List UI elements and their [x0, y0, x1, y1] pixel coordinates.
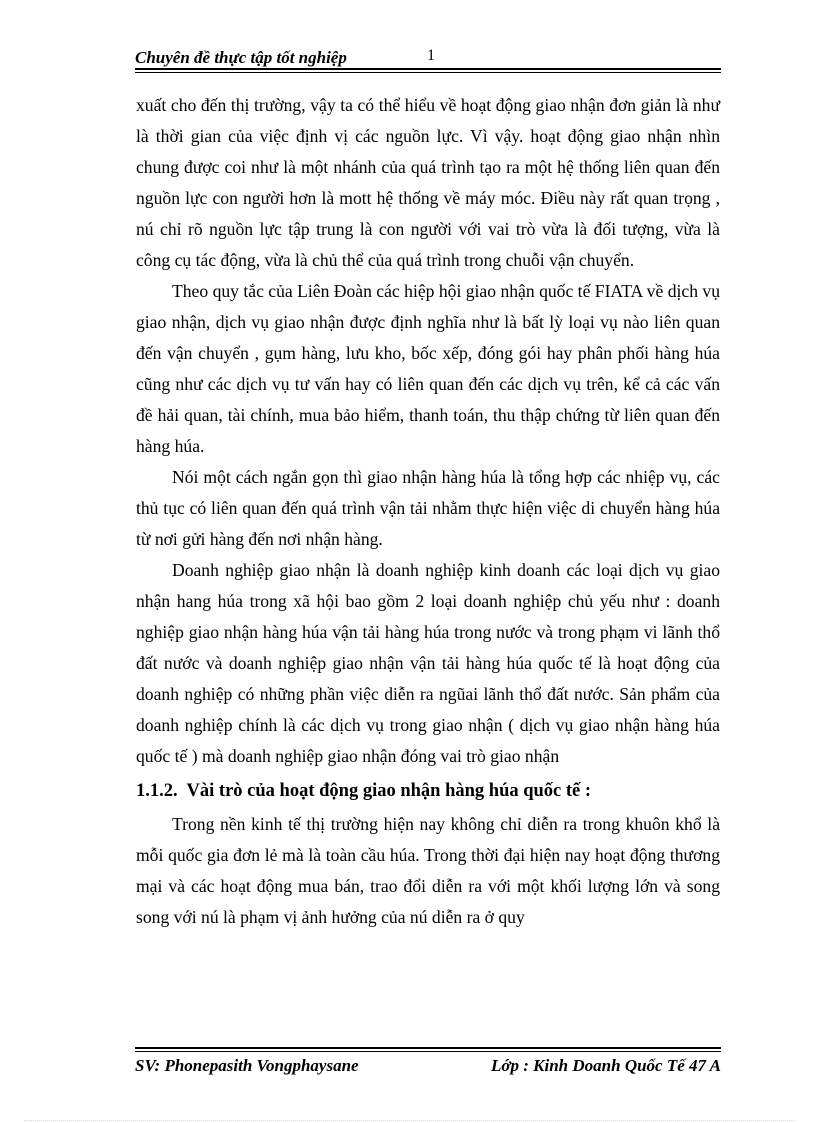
- page-number: 1: [427, 47, 435, 64]
- paragraph-summary: Nói một cách ngắn gọn thì giao nhận hàng húa là tổng hợp các nhiệp vụ, các thủ tục có liên quan đến quá trình vận tải nhằm thực hiện việc di chuyển hàng húa từ nơi gửi hàng đến nơi nhận hàng.: [136, 467, 720, 549]
- page-header: [135, 46, 721, 70]
- header-title: Chuyên đề thực tập tốt nghiệp: [135, 48, 347, 67]
- footer-student: SV: Phonepasith Vongphaysane: [135, 1056, 359, 1075]
- document-body: [136, 90, 720, 933]
- paragraph-continued: xuất cho đến thị trường, vậy ta có thể hiểu về hoạt động giao nhận đơn giản là như là thời gian của việc định vị các nguồn lực. Vì vậy. hoạt động giao nhận nhìn chung được coi như là một nhánh của quá trình tạo ra một hệ thống liên quan đến nguồn lực con người hơn là mott hệ thống về máy móc. Điều này rất quan trọng , nú chỉ rõ nguồn lực tập trung là con người với vai trò vừa là đối tượng, vừa là công cụ tác động, vừa là chủ thể của quá trình trong chuỗi vận chuyển.: [136, 95, 720, 270]
- page-bottom-edge: [24, 1120, 794, 1121]
- section-heading: 1.1.2. Vài trò của hoạt động giao nhận hàng húa quốc tế :: [136, 781, 592, 801]
- header-rule: [135, 68, 721, 73]
- page-footer: [135, 1056, 721, 1080]
- paragraph-market-economy: Trong nền kinh tế thị trường hiện nay không chỉ diễn ra trong khuôn khổ là mỗi quốc gia đơn lẻ mà là toàn cầu húa. Trong thời đại hiện nay hoạt động thương mại và các hoạt động mua bán, trao đổi diễn ra với một khối lượng lớn và song song với nú là phạm vị ảnh hưởng của nú diễn ra ở quy: [136, 814, 720, 927]
- footer-rule: [135, 1047, 721, 1052]
- paragraph-fiata-definition: Theo quy tắc của Liên Đoàn các hiệp hội giao nhận quốc tế FIATA về dịch vụ giao nhận, dịch vụ giao nhận được định nghĩa như là bất lỳ loại vụ nào liên quan đến vận chuyển , gụm hàng, lưu kho, bốc xếp, đóng gói hay phân phối hàng húa cũng như các dịch vụ tư vấn hay có liên quan đến các dịch vụ trên, kể cả các vấn đề hải quan, tài chính, mua bảo hiểm, thanh toán, thu thập chứng từ liên quan đến hàng húa.: [136, 281, 720, 456]
- paragraph-forwarding-enterprise: Doanh nghiệp giao nhận là doanh nghiệp kinh doanh các loại dịch vụ giao nhận hang húa trong xã hội bao gồm 2 loại doanh nghiệp chủ yếu như : doanh nghiệp giao nhận hàng húa vận tải hàng húa trong nước và trong phạm vi lãnh thổ đất nước và doanh nghiệp giao nhận vận tải hàng húa quốc tế là hoạt động của doanh nghiệp có những phần việc diễn ra ngũai lãnh thổ đất nước. Sản phẩm của doanh nghiệp chính là các dịch vụ trong giao nhận ( dịch vụ giao nhận hàng húa quốc tế ) mà doanh nghiệp giao nhận đóng vai trò giao nhận: [136, 560, 720, 766]
- footer-class: Lớp : Kinh Doanh Quốc Tế 47 A: [491, 1056, 721, 1075]
